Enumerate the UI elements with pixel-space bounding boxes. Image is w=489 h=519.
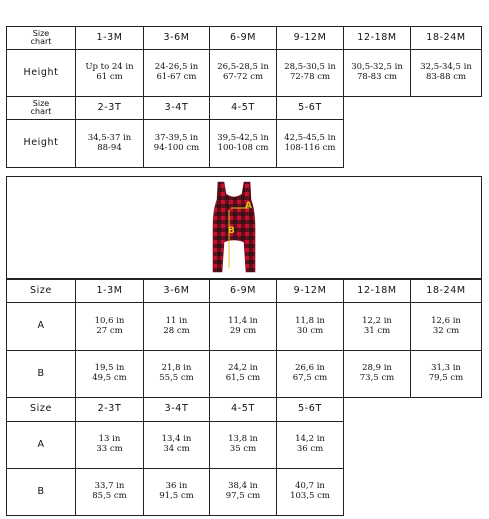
height-cell: 28,5-30,5 in 72-78 cm — [276, 49, 344, 97]
b-cell: 40,7 in 103,5 cm — [276, 468, 344, 516]
size-label: Size — [6, 279, 76, 303]
size-cell: 3-4T — [143, 397, 210, 422]
size-cell: 4-5T — [209, 397, 277, 422]
b-label: B — [6, 468, 76, 516]
height-cell: 32,5-34,5 in 83-88 cm — [410, 49, 482, 97]
size-label: Size — [6, 397, 76, 422]
height-cell: 26,5-28,5 in 67-72 cm — [209, 49, 277, 97]
size-cell: 2-3T — [75, 397, 144, 422]
measurement-label-a: A — [245, 201, 252, 211]
measurement-label-b: B — [228, 226, 235, 236]
size-cell: 9-12M — [276, 279, 344, 303]
size-cell: 6-9M — [209, 26, 277, 50]
height-cell: 37-39,5 in 94-100 cm — [143, 119, 210, 168]
a-cell: 12,2 in 31 cm — [343, 302, 411, 351]
a-label: A — [6, 421, 76, 469]
a-cell: 13 in 33 cm — [75, 421, 144, 469]
height-cell: 42,5-45,5 in 108-116 cm — [276, 119, 344, 168]
a-cell: 13,8 in 35 cm — [209, 421, 277, 469]
b-cell: 33,7 in 85,5 cm — [75, 468, 144, 516]
height-cell: Up to 24 in 61 cm — [75, 49, 144, 97]
size-cell: 1-3M — [75, 279, 144, 303]
size-cell: 3-6M — [143, 26, 210, 50]
size-cell: 3-6M — [143, 279, 210, 303]
size-cell: 5-6T — [276, 397, 344, 422]
a-cell: 12,6 in 32 cm — [410, 302, 482, 351]
a-cell: 10,6 in 27 cm — [75, 302, 144, 351]
b-cell: 28,9 in 73,5 cm — [343, 350, 411, 398]
size-cell: 6-9M — [209, 279, 277, 303]
size-cell: 5-6T — [276, 96, 344, 120]
height-label: Height — [6, 119, 76, 168]
b-cell: 21,8 in 55,5 cm — [143, 350, 210, 398]
a-label: A — [6, 302, 76, 351]
size-chart-header: Size chart — [6, 96, 76, 120]
size-chart-header: Size chart — [6, 26, 76, 50]
height-cell: 34,5-37 in 88-94 — [75, 119, 144, 168]
b-cell: 24,2 in 61,5 cm — [209, 350, 277, 398]
height-cell: 39,5-42,5 in 100-108 cm — [209, 119, 277, 168]
size-cell: 3-4T — [143, 96, 210, 120]
size-cell: 2-3T — [75, 96, 144, 120]
height-cell: 24-26,5 in 61-67 cm — [143, 49, 210, 97]
a-cell: 11,4 in 29 cm — [209, 302, 277, 351]
b-cell: 38,4 in 97,5 cm — [209, 468, 277, 516]
a-cell: 11 in 28 cm — [143, 302, 210, 351]
b-cell: 31,3 in 79,5 cm — [410, 350, 482, 398]
a-cell: 11,8 in 30 cm — [276, 302, 344, 351]
b-cell: 36 in 91,5 cm — [143, 468, 210, 516]
size-cell: 1-3M — [75, 26, 144, 50]
size-cell: 12-18M — [343, 279, 411, 303]
b-cell: 19,5 in 49,5 cm — [75, 350, 144, 398]
size-cell: 18-24M — [410, 26, 482, 50]
height-cell: 30,5-32,5 in 78-83 cm — [343, 49, 411, 97]
a-cell: 14,2 in 36 cm — [276, 421, 344, 469]
size-cell: 4-5T — [209, 96, 277, 120]
height-label: Height — [6, 49, 76, 97]
a-cell: 13,4 in 34 cm — [143, 421, 210, 469]
size-cell: 9-12M — [276, 26, 344, 50]
size-cell: 12-18M — [343, 26, 411, 50]
b-cell: 26,6 in 67,5 cm — [276, 350, 344, 398]
size-cell: 18-24M — [410, 279, 482, 303]
b-label: B — [6, 350, 76, 398]
